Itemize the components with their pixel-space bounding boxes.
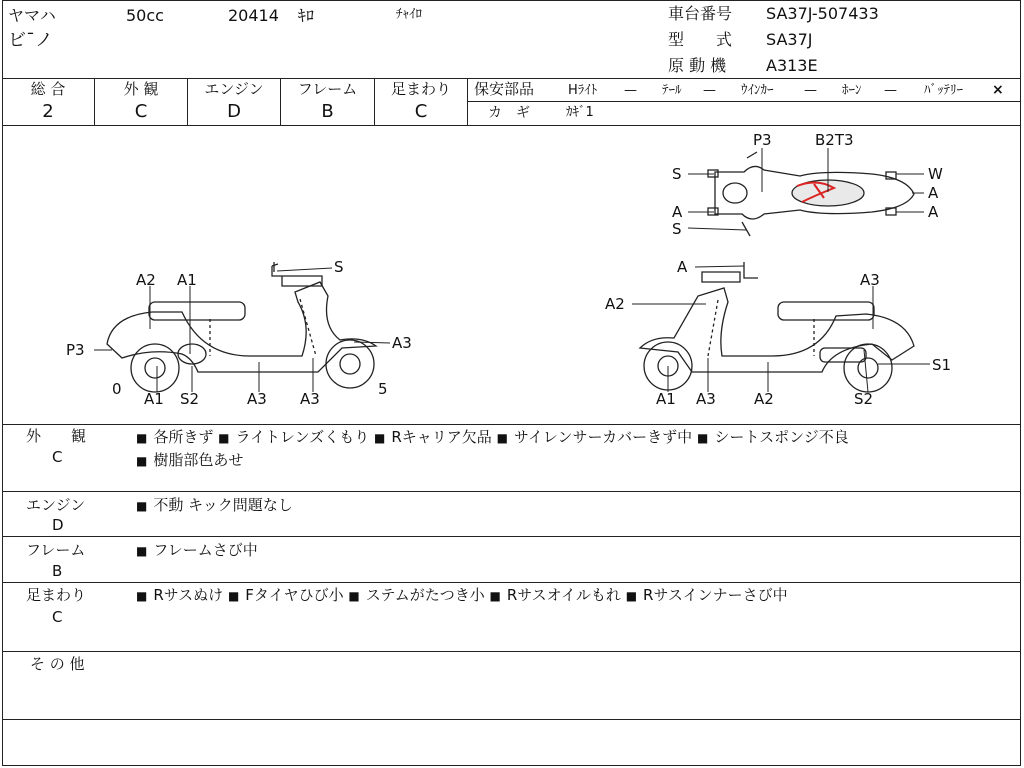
note: Rサスオイルもれ — [506, 586, 621, 604]
diag-top-label: S — [672, 165, 682, 183]
grade-suspension-value: C — [414, 101, 428, 122]
diag-top-label: A — [928, 184, 939, 202]
diag-top-label: S — [672, 220, 682, 238]
diag-right-label: A — [677, 258, 688, 276]
divider — [2, 491, 1021, 492]
note: シートスポンジ不良 — [714, 428, 849, 446]
diag-top-label: A — [672, 203, 683, 221]
displacement: 50cc — [126, 6, 164, 25]
note: 各所きず — [153, 428, 214, 446]
safety-status-headlight: — — [624, 83, 637, 98]
safety-item-battery: ﾊﾞｯﾃﾘｰ — [924, 83, 963, 98]
right-side-labels — [605, 258, 951, 408]
mileage: 20414 — [228, 6, 279, 25]
diag-top-label: P3 — [753, 131, 772, 149]
diag-left-label: A3 — [247, 390, 267, 408]
grade-frame-value: B — [321, 101, 334, 122]
engine: A313E — [766, 56, 818, 75]
diag-right-label: S1 — [932, 356, 952, 374]
note: Fタイヤひび小 — [245, 586, 344, 604]
bullet: ■ — [496, 431, 508, 445]
grade-exterior-value: C — [134, 101, 148, 122]
bullet: ■ — [227, 589, 240, 603]
diag-left-label: A1 — [144, 390, 164, 408]
diag-right-label: A1 — [656, 390, 676, 408]
grade-exterior-label: 外 観 — [123, 80, 159, 98]
bullet: ■ — [696, 431, 709, 445]
bullet: ■ — [625, 589, 638, 603]
diag-right-label: A3 — [860, 271, 880, 289]
safety-status-winker: — — [804, 83, 817, 98]
section-frame-title: フレーム — [26, 541, 86, 559]
mileage-unit: ｷﾛ — [298, 6, 315, 25]
grade-engine-value: D — [227, 101, 241, 122]
note: ステムがたつき小 — [365, 586, 485, 604]
safety-status-battery: × — [992, 82, 1004, 98]
safety-item-tail: ﾃｰﾙ — [662, 83, 682, 98]
key-value: ｶｷﾞ1 — [566, 105, 594, 120]
bullet: ■ — [136, 454, 148, 468]
scooter-diagram — [2, 126, 1021, 424]
bullet: ■ — [136, 499, 148, 513]
divider — [467, 78, 468, 125]
type: SA37J — [766, 30, 813, 49]
divider — [2, 424, 1021, 425]
grade-frame-label: フレーム — [297, 80, 358, 98]
note: Rキャリア欠品 — [391, 428, 492, 446]
safety-item-winker: ｳｲﾝｶｰ — [741, 83, 774, 98]
key-label: カ ギ — [488, 105, 530, 121]
diag-top-label: A — [928, 203, 939, 221]
section-engine-notes — [136, 494, 293, 517]
note: フレームさび中 — [153, 541, 258, 559]
diag-top-label: W — [928, 165, 943, 183]
diag-right-label: S2 — [854, 390, 874, 408]
section-engine-title: エンジン — [26, 496, 86, 514]
note: サイレンサーカバーきず中 — [513, 428, 693, 446]
divider — [2, 719, 1021, 720]
bullet: ■ — [374, 431, 386, 445]
divider — [2, 78, 1021, 79]
diag-left-label: A3 — [300, 390, 320, 408]
note: 樹脂部色あせ — [153, 451, 244, 469]
safety-status-horn: — — [884, 83, 897, 98]
bullet: ■ — [136, 544, 148, 558]
safety-item-horn: ﾎｰﾝ — [842, 83, 862, 98]
section-exterior-notes — [136, 426, 849, 472]
section-engine-grade: D — [52, 516, 64, 534]
safety-item-headlight: Hﾗｲﾄ — [568, 83, 598, 98]
maker: ヤマハ — [8, 6, 56, 25]
section-suspension-grade: C — [52, 608, 63, 626]
divider — [468, 101, 1021, 102]
note: Rサスインナーさび中 — [643, 586, 788, 604]
diag-left-label: 5 — [378, 380, 388, 398]
divider — [2, 582, 1021, 583]
bullet: ■ — [489, 589, 501, 603]
diag-left-label: 0 — [112, 380, 122, 398]
diag-left-label: A2 — [136, 271, 156, 289]
frame-number-label: 車台番号 — [668, 4, 733, 23]
divider — [2, 651, 1021, 652]
diag-left-label: S2 — [180, 390, 200, 408]
diag-right-label: A3 — [696, 390, 716, 408]
bullet: ■ — [136, 431, 148, 445]
bullet: ■ — [218, 431, 230, 445]
note: ライトレンズくもり — [235, 428, 370, 446]
note: Rサスぬけ — [153, 586, 224, 604]
section-exterior-grade: C — [52, 448, 63, 466]
color: ﾁｬｲﾛ — [396, 7, 422, 22]
safety-status-tail: — — [703, 83, 716, 98]
section-frame-grade: B — [52, 562, 63, 580]
engine-label: 原 動 機 — [668, 56, 727, 75]
diag-right-label: A2 — [754, 390, 774, 408]
diag-left-label: S — [334, 258, 344, 276]
section-exterior-title: 外 観 — [26, 427, 87, 445]
model-name: ビˉノ — [8, 30, 53, 51]
section-suspension-title: 足まわり — [26, 586, 87, 604]
right-side-leaders — [632, 266, 930, 392]
type-label: 型 式 — [668, 30, 733, 49]
diag-top-label: B2T3 — [815, 131, 854, 149]
divider — [2, 536, 1021, 537]
section-other-title: そ の 他 — [30, 655, 85, 673]
safety-label: 保安部品 — [474, 80, 535, 98]
grade-suspension-label: 足まわり — [390, 80, 451, 98]
grade-engine-label: エンジン — [204, 80, 264, 98]
grade-overall-value: 2 — [42, 101, 54, 122]
diag-left-label: A3 — [392, 334, 412, 352]
section-frame-notes — [136, 539, 258, 562]
bullet: ■ — [348, 589, 360, 603]
bullet: ■ — [136, 589, 148, 603]
diag-left-label: P3 — [66, 341, 85, 359]
diag-right-label: A2 — [605, 295, 625, 313]
diag-left-label: A1 — [177, 271, 197, 289]
note: 不動 キック問題なし — [153, 496, 293, 514]
frame-number: SA37J-507433 — [766, 4, 879, 23]
section-suspension-notes — [136, 584, 788, 607]
top-view-scooter — [708, 152, 914, 236]
grade-overall-label: 総 合 — [30, 80, 66, 98]
